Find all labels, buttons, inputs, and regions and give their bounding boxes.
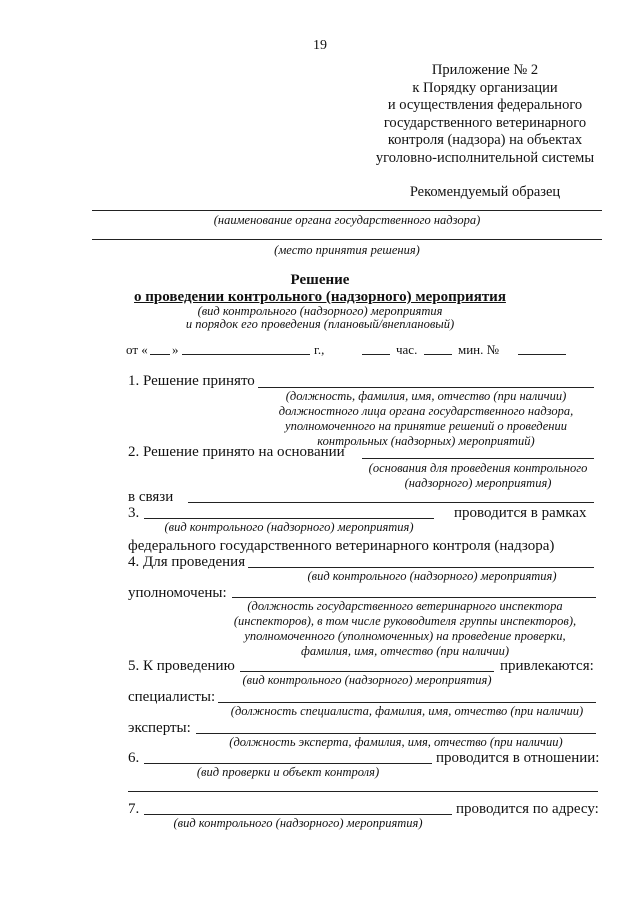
item-6-field[interactable] [144,763,432,764]
item-3-hint: (вид контрольного (надзорного) мероприятия) [164,520,414,534]
item-3-right-text: проводится в рамках [454,505,587,521]
appendix-line: Приложение № 2 [431,62,539,78]
item-7-label: 7. [128,801,140,817]
decision-number-field[interactable] [518,354,566,355]
title-hint: (вид контрольного (надзорного) мероприятия [197,304,443,318]
item-1-field[interactable] [258,387,594,388]
item-2-field[interactable] [362,458,594,459]
year-label: г., [314,342,325,357]
item-3-field[interactable] [144,518,434,519]
appendix-line: и осуществления федерального [387,97,583,113]
page-number: 19 [313,38,327,53]
item-5-right-text: привлекаются: [500,658,594,674]
organ-name-field[interactable] [92,210,602,211]
document-subtitle: о проведении контрольного (надзорного) мероприятия [134,289,506,305]
item-5-field[interactable] [240,671,494,672]
item-2-hint [362,461,594,491]
hint-line: (основания для проведения контрольного [368,461,588,475]
hint-line: контрольных (надзорных) мероприятий) [317,434,535,448]
experts-label: эксперты: [128,720,191,736]
minutes-number-label: мин. № [458,342,500,357]
date-from-label: от « [126,342,148,357]
hint-line: (инспекторов), в том числе руководителя группы инспекторов), [233,614,577,628]
specialists-hint: (должность специалиста, фамилия, имя, отчество (при наличии) [230,704,584,718]
item-4-field[interactable] [248,567,594,568]
item-7-hint: (вид контрольного (надзорного) мероприятия) [173,816,423,830]
specialists-label: специалисты: [128,689,216,705]
item-6-right-text: проводится в отношении: [436,750,600,766]
item-7-field[interactable] [144,814,452,815]
specialists-field[interactable] [218,702,596,703]
appendix-line: контроля (надзора) на объектах [387,132,583,148]
hint-line: уполномоченного (уполномоченных) на проведение проверки, [244,629,566,643]
hint-line: (надзорного) мероприятия) [404,476,552,490]
item-3-label: 3. [128,505,140,521]
decision-place-field[interactable] [92,239,602,240]
authorized-label: уполномочены: [128,585,227,601]
hint-line: должностного лица органа государственного надзора, [278,404,574,418]
appendix-line: к Порядку организации [412,79,558,96]
v-svyazi-label: в связи [128,489,174,505]
item-5-hint: (вид контрольного (надзорного) мероприятия) [242,673,492,687]
experts-field[interactable] [196,733,596,734]
item-1-label: 1. Решение принято [128,373,255,389]
authorized-hint [210,599,600,659]
hint-line: фамилия, имя, отчество (при наличии) [300,644,510,658]
hint-line: (должность, фамилия, имя, отчество (при наличии) [285,389,567,403]
v-svyazi-field[interactable] [188,502,594,503]
organ-name-hint: (наименование органа государственного надзора) [213,213,481,227]
date-quote-close: » [172,342,179,357]
title-hint: и порядок его проведения (плановый/внеплановый) [185,317,455,331]
hours-field[interactable] [362,354,390,355]
experts-hint: (должность эксперта, фамилия, имя, отчество (при наличии) [229,735,563,749]
item-2-label: 2. Решение принято на основании [128,444,345,460]
appendix-block [350,62,620,167]
item-6-extra-field[interactable] [128,791,598,792]
hours-label: час. [396,342,418,357]
item-7-right-text: проводится по адресу: [456,801,599,817]
item-6-label: 6. [128,750,140,766]
appendix-line: государственного ветеринарного [383,114,587,131]
authorized-field[interactable] [232,597,596,598]
hint-line: (должность государственного ветеринарного инспектора [247,599,563,613]
day-field[interactable] [150,354,170,355]
decision-place-hint: (место принятия решения) [274,243,420,257]
month-field[interactable] [182,354,310,355]
item-3-continuation: федерального государственного ветеринарного контроля (надзора) [128,538,555,554]
recommended-sample: Рекомендуемый образец [409,184,561,200]
item-1-hint [258,389,594,449]
hint-line: уполномоченного на принятие решений о проведении [285,419,567,433]
item-5-label: 5. К проведению [128,658,235,674]
document-title: Решение [290,272,350,288]
item-4-label: 4. Для проведения [128,554,246,570]
item-6-hint: (вид проверки и объект контроля) [196,765,380,779]
appendix-line: уголовно-исполнительной системы [375,149,595,166]
item-4-hint: (вид контрольного (надзорного) мероприятия) [307,569,557,583]
minutes-field[interactable] [424,354,452,355]
